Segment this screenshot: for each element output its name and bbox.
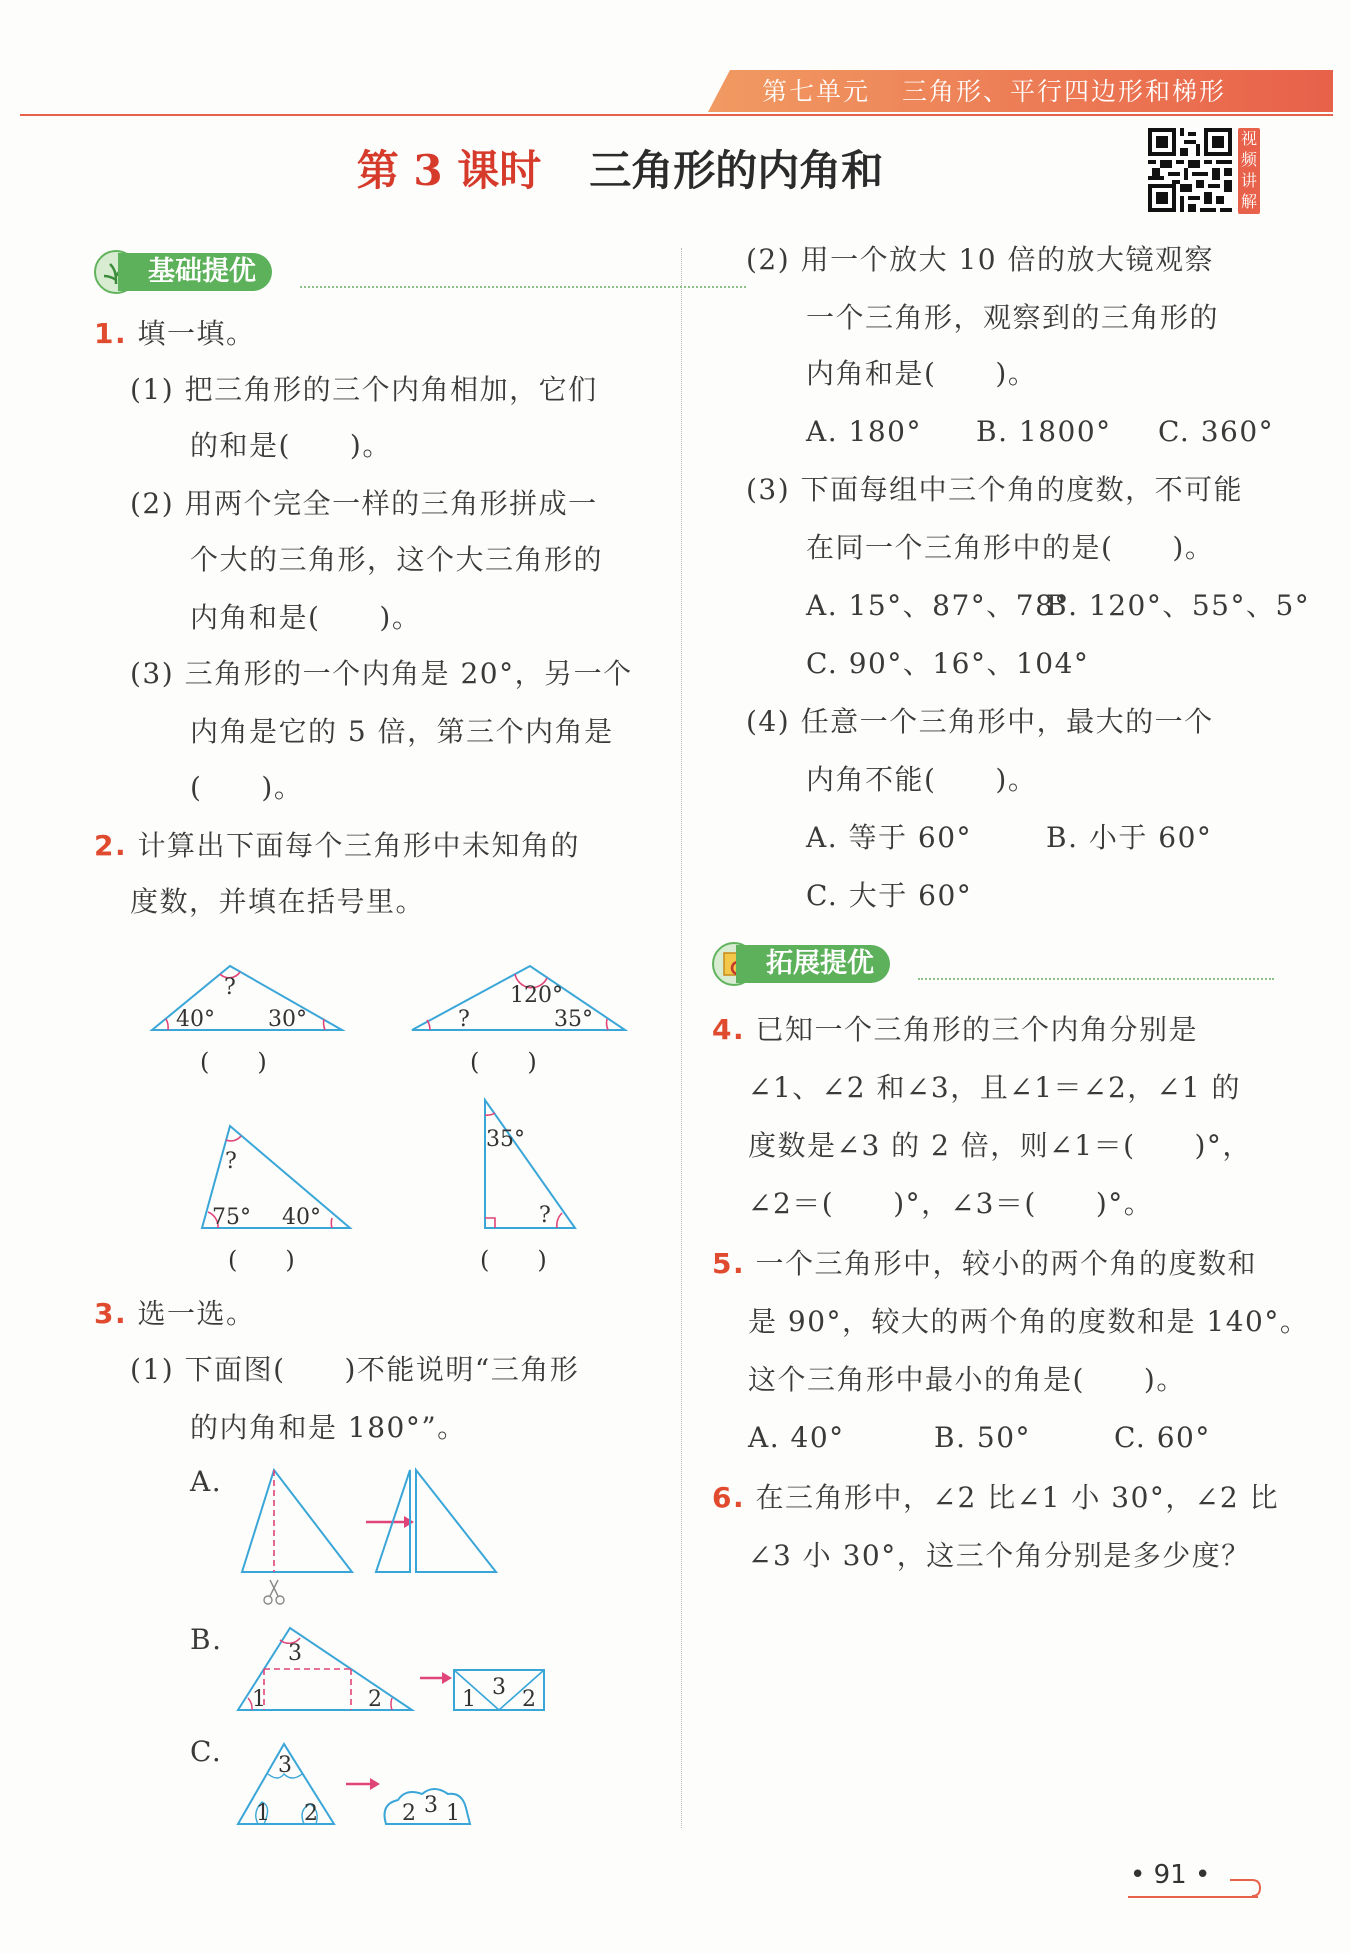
figc-moved-angle3: 3: [424, 1793, 438, 1818]
q1-part3-line3: ( )。: [190, 771, 304, 804]
t3-right-label: 40°: [282, 1205, 321, 1230]
lesson-number: 第 3 课时: [356, 146, 542, 195]
t2-right-label: 35°: [554, 1007, 593, 1032]
t2-left-label: ?: [458, 1007, 470, 1032]
unit-number: 第七单元: [762, 77, 871, 106]
q3-part2-line2: 一个三角形，观察到的三角形的: [806, 301, 1220, 334]
q5-line2: 是 90°，较大的两个角的度数和是 140°。: [748, 1305, 1310, 1338]
t1-right-label: 30°: [268, 1007, 307, 1032]
q1-part2-line3: 内角和是( )。: [190, 601, 422, 634]
q3-part3-option-a[interactable]: A. 15°、87°、78°: [806, 589, 1070, 622]
page-corner-arrow-icon: [1228, 1870, 1264, 1900]
q3-part2-line1: (2) 用一个放大 10 倍的放大镜观察: [746, 243, 1214, 276]
section-title-basic: 基础提优: [118, 253, 272, 291]
q6-line1: [712, 1480, 1279, 1516]
q4-text: 已知一个三角形的三个内角分别是: [755, 1013, 1199, 1046]
figc-angle2: 2: [304, 1801, 318, 1826]
t4-right-label: ?: [539, 1203, 551, 1228]
q1-part1-line2: 的和是( )。: [190, 429, 392, 462]
q4-line3: 度数是∠3 的 2 倍，则∠1＝( )°，: [748, 1129, 1252, 1162]
q5-text: 一个三角形中，较小的两个角的度数和: [755, 1247, 1258, 1280]
lesson-title: 三角形的内角和: [589, 146, 884, 195]
video-explain-label[interactable]: 视频讲解: [1238, 128, 1260, 214]
q3-part3-line2: 在同一个三角形中的是( )。: [806, 531, 1215, 564]
figc-moved-angle1: 1: [446, 1801, 460, 1826]
figb-moved-angle1: 1: [462, 1687, 476, 1712]
q2-text: 计算出下面每个三角形中未知角的: [137, 829, 581, 862]
unit-banner-text: [762, 72, 1226, 112]
q3-part3-option-c[interactable]: C. 90°、16°、104°: [806, 647, 1090, 680]
q3-option-a[interactable]: A.: [190, 1465, 223, 1498]
q2-triangles-figure: [140, 950, 660, 1290]
q5-option-c[interactable]: C. 60°: [1114, 1421, 1211, 1454]
lesson-heading: [0, 138, 1240, 198]
page-number: • 91 •: [1130, 1860, 1211, 1890]
figb-moved-angle3: 3: [492, 1675, 506, 1700]
section-rule-basic: [300, 286, 746, 288]
q2-stem-line2: 度数，并填在括号里。: [130, 885, 426, 918]
q1-part3-line2: 内角是它的 5 倍，第三个内角是: [190, 715, 614, 748]
q3-part4-option-c[interactable]: C. 大于 60°: [806, 879, 973, 912]
q3-part4-line1: (4) 任意一个三角形中，最大的一个: [746, 705, 1214, 738]
q4-line4: ∠2＝( )°，∠3＝( )°。: [748, 1187, 1154, 1220]
q3-part1-line2: 的内角和是 180°”。: [190, 1411, 467, 1444]
q3-part3-option-b[interactable]: B. 120°、55°、5°: [1046, 589, 1311, 622]
q3-stem: [94, 1296, 256, 1332]
q3-part2-option-a[interactable]: A. 180°: [806, 415, 922, 448]
t4-answer-blank[interactable]: ( ): [480, 1246, 547, 1274]
q1-stem: [94, 316, 256, 352]
q4-line1: [712, 1012, 1198, 1048]
q6-text: 在三角形中，∠2 比∠1 小 30°，∠2 比: [755, 1481, 1280, 1514]
scissors-icon: [264, 1580, 284, 1604]
q3-part4-line2: 内角不能( )。: [806, 763, 1038, 796]
q2-stem-line1: [94, 828, 580, 864]
q4-number: 4.: [712, 1013, 746, 1046]
q3-option-c[interactable]: C.: [190, 1735, 223, 1768]
q3-option-b[interactable]: B.: [190, 1623, 223, 1656]
q1-part1-line1: (1) 把三角形的三个内角相加，它们: [130, 373, 598, 406]
t4-top-label: 35°: [486, 1127, 525, 1152]
figc-angle1: 1: [256, 1801, 270, 1826]
q3-part2-option-c[interactable]: C. 360°: [1158, 415, 1275, 448]
q6-number: 6.: [712, 1481, 746, 1514]
section-title-extend: 拓展提优: [736, 945, 890, 983]
q3-text: 选一选。: [137, 1297, 256, 1330]
q3-part1-line1: (1) 下面图( )不能说明“三角形: [130, 1353, 580, 1386]
figb-angle3: 3: [288, 1641, 302, 1666]
q1-text: 填一填。: [137, 317, 256, 350]
figc-moved-angle2: 2: [402, 1801, 416, 1826]
q3-figure-a: [234, 1462, 504, 1612]
figb-moved-angle2: 2: [522, 1687, 536, 1712]
q5-option-a[interactable]: A. 40°: [748, 1421, 845, 1454]
t3-top-label: ?: [225, 1149, 237, 1174]
q5-number: 5.: [712, 1247, 746, 1280]
figb-angle1: 1: [252, 1687, 266, 1712]
t1-answer-blank[interactable]: ( ): [200, 1048, 267, 1076]
q5-line3: 这个三角形中最小的角是( )。: [748, 1363, 1186, 1396]
unit-title: 三角形、平行四边形和梯形: [902, 77, 1227, 106]
figc-angle3: 3: [278, 1753, 292, 1778]
triangle-4: [485, 1100, 575, 1228]
t1-left-label: 40°: [176, 1007, 215, 1032]
t3-left-label: 75°: [212, 1205, 251, 1230]
figb-angle2: 2: [368, 1687, 382, 1712]
t1-top-label: ?: [224, 975, 236, 1000]
q4-line2: ∠1、∠2 和∠3，且∠1＝∠2，∠1 的: [748, 1071, 1241, 1104]
qr-code-icon[interactable]: [1148, 128, 1232, 212]
t2-top-label: 120°: [510, 983, 563, 1008]
q5-line1: [712, 1246, 1257, 1282]
q3-part4-option-b[interactable]: B. 小于 60°: [1046, 821, 1213, 854]
q1-number: 1.: [94, 317, 128, 350]
section-rule-extend: [918, 978, 1274, 980]
q2-number: 2.: [94, 829, 128, 862]
q1-part2-line1: (2) 用两个完全一样的三角形拼成一: [130, 487, 598, 520]
q3-part2-option-b[interactable]: B. 1800°: [976, 415, 1112, 448]
q1-part3-line1: (3) 三角形的一个内角是 20°，另一个: [130, 657, 633, 690]
q3-part2-line3: 内角和是( )。: [806, 357, 1038, 390]
q1-part2-line2: 个大的三角形，这个大三角形的: [190, 543, 604, 576]
q3-figure-c: [234, 1730, 494, 1830]
q6-line2: ∠3 小 30°，这三个角分别是多少度？: [748, 1539, 1251, 1572]
t3-answer-blank[interactable]: ( ): [228, 1246, 295, 1274]
q3-figure-b: [234, 1618, 534, 1718]
column-divider: [681, 248, 682, 1828]
q5-option-b[interactable]: B. 50°: [934, 1421, 1032, 1454]
q3-part4-option-a[interactable]: A. 等于 60°: [806, 821, 973, 854]
header-rule: [20, 114, 1333, 116]
t2-answer-blank[interactable]: ( ): [470, 1048, 537, 1076]
q3-number: 3.: [94, 1297, 128, 1330]
q3-part3-line1: (3) 下面每组中三个角的度数，不可能: [746, 473, 1244, 506]
